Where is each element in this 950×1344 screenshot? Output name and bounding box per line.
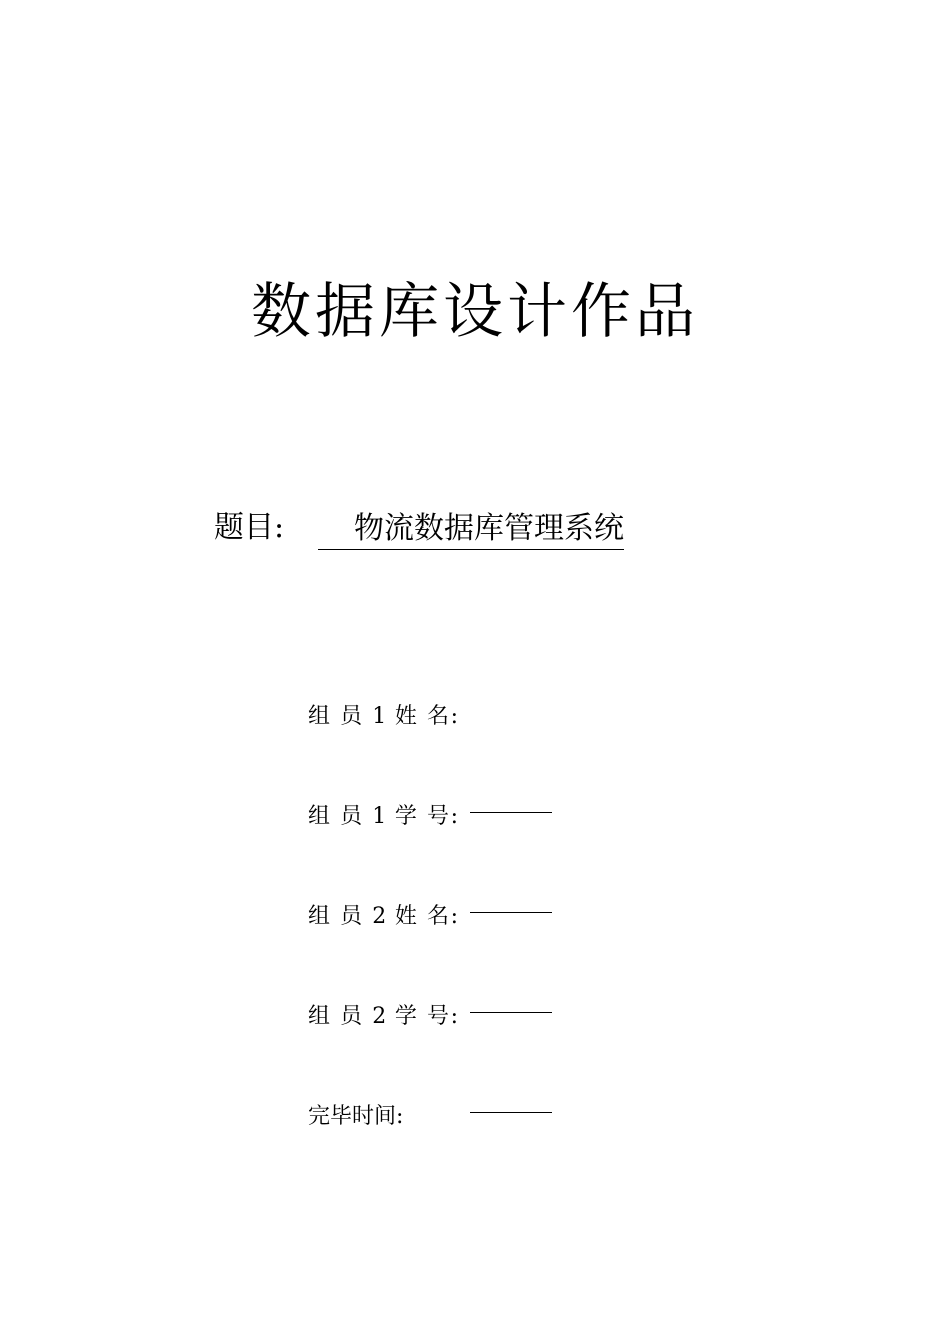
member1-id-label: 组 员 1 学 号: — [308, 804, 458, 829]
member2-id-row — [308, 992, 608, 1092]
completion-time-row — [308, 1092, 608, 1192]
member1-id-row — [308, 792, 608, 892]
completion-time-blank-line — [470, 1112, 552, 1113]
member2-name-row — [308, 892, 608, 992]
subject-row — [214, 500, 624, 550]
member1-id-blank-line — [470, 812, 552, 813]
completion-time-label: 完毕时间: — [308, 1104, 404, 1129]
member2-id-label: 组 员 2 学 号: — [308, 1004, 458, 1029]
subject-value: 物流数据库管理系统 — [318, 509, 624, 550]
member-info-block — [308, 692, 608, 1192]
document-title: 数据库设计作品 — [251, 277, 699, 347]
member1-name-row — [308, 692, 608, 792]
subject-label: 题目: — [214, 510, 285, 545]
member2-name-blank-line — [470, 912, 552, 913]
member2-id-blank-line — [470, 1012, 552, 1013]
member2-name-label: 组 员 2 姓 名: — [308, 904, 458, 929]
member1-name-label: 组 员 1 姓 名: — [308, 704, 458, 729]
